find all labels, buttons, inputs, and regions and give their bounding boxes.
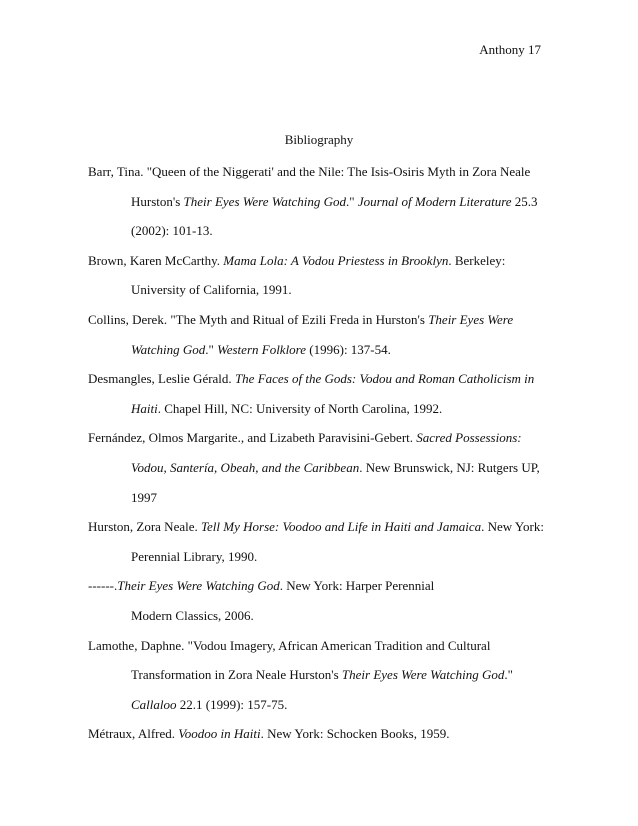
entry-text: . New Brunswick, NJ: Rutgers UP, — [359, 459, 540, 475]
entry-line — [88, 423, 558, 453]
entry-text: . New York: — [481, 519, 544, 535]
entry-text: (2002): 101-13. — [131, 223, 213, 239]
bibliography-entry — [88, 719, 558, 749]
entry-line — [88, 364, 558, 394]
bibliography-entry — [88, 364, 558, 423]
entry-text: Collins, Derek. "The Myth and Ritual of Ezili Freda in Hurston's — [88, 311, 429, 327]
entry-title-italic: Mama Lola: A Vodou Priestess in Brooklyn — [223, 252, 449, 268]
entry-text: Hurston, Zora Neale. — [88, 519, 201, 535]
entry-text: . New York: Schocken Books, 1959. — [260, 726, 450, 742]
entry-text: . Chapel Hill, NC: University of North Carolina, 1992. — [157, 400, 443, 416]
bibliography-entry — [88, 246, 558, 305]
entry-line — [88, 483, 558, 513]
entry-line — [88, 187, 558, 217]
entry-title-italic: Western Folklore — [217, 341, 307, 357]
entry-line — [88, 631, 558, 661]
entry-text: Perennial Library, 1990. — [131, 548, 258, 564]
entry-title-italic: Callaloo — [131, 696, 177, 712]
entry-line — [88, 157, 558, 187]
bibliography-entry — [88, 512, 558, 571]
entry-line — [88, 660, 558, 690]
entry-title-italic: Voodoo in Haiti — [178, 726, 261, 742]
entry-title-italic: Sacred Possessions: — [416, 430, 522, 446]
bibliography-entry — [88, 157, 558, 246]
bibliography-entry — [88, 631, 558, 720]
entry-text: ." — [205, 341, 218, 357]
entry-line — [88, 601, 558, 631]
entry-line — [88, 690, 558, 720]
running-head: Anthony 17 — [479, 42, 541, 57]
entry-line — [88, 246, 558, 276]
entry-title-italic: Journal of Modern Literature — [357, 193, 512, 209]
entry-title-italic: Their Eyes Were Watching God — [117, 578, 280, 594]
entry-text: Hurston's — [131, 193, 184, 209]
bibliography-title: Bibliography — [284, 132, 354, 147]
entry-title-italic: Their Eyes Were Watching God — [341, 667, 505, 683]
bibliography-entry — [88, 423, 558, 512]
entry-line — [88, 571, 558, 601]
entry-title-italic: Watching God — [131, 341, 206, 357]
entry-line — [88, 305, 558, 335]
entry-title-italic: Haiti — [131, 400, 158, 416]
entry-line — [88, 394, 558, 424]
entry-text: Brown, Karen McCarthy. — [88, 252, 224, 268]
entry-line — [88, 275, 558, 305]
entry-text: ." — [346, 193, 358, 209]
bibliography-entry — [88, 305, 558, 364]
entry-text: ." — [504, 667, 513, 683]
entry-title-italic: Tell My Horse: Voodoo and Life in Haiti and Jamaica — [201, 519, 482, 535]
entry-text: Barr, Tina. "Queen of the Niggerati' and the Nile: The Isis-Osiris Myth in Zora Neale — [88, 164, 531, 179]
entry-text: . New York: Harper Perennial — [279, 578, 435, 594]
entry-title-italic: Their Eyes Were — [428, 311, 514, 327]
entry-text: 25.3 — [511, 193, 538, 209]
entry-text: Fernández, Olmos Margarite., and Lizabeth Paravisini-Gebert. — [88, 430, 417, 446]
entry-text: 22.1 (1999): 157-75. — [176, 696, 288, 712]
bibliography-list — [88, 157, 558, 749]
entry-text: 1997 — [131, 489, 157, 505]
entry-text: Lamothe, Daphne. "Vodou Imagery, African American Tradition and Cultural — [88, 637, 491, 653]
entry-text: Modern Classics, 2006. — [131, 607, 254, 623]
entry-text: Transformation in Zora Neale Hurston's — [131, 667, 342, 683]
entry-text: ------. — [88, 578, 118, 594]
entry-title-italic: Their Eyes Were Watching God — [183, 193, 347, 209]
entry-text: Métraux, Alfred. — [88, 726, 179, 742]
entry-text: University of California, 1991. — [131, 282, 292, 298]
entry-line — [88, 453, 558, 483]
entry-line — [88, 542, 558, 572]
entry-line — [88, 719, 558, 749]
entry-line — [88, 216, 558, 246]
bibliography-entry — [88, 571, 558, 630]
entry-text: (1996): 137-54. — [306, 341, 391, 357]
entry-text: Desmangles, Leslie Gérald. — [88, 371, 235, 387]
entry-title-italic: Vodou, Santería, Obeah, and the Caribbean — [131, 459, 360, 475]
entry-text: . Berkeley: — [448, 252, 506, 268]
entry-line — [88, 335, 558, 365]
entry-line — [88, 512, 558, 542]
entry-title-italic: The Faces of the Gods: Vodou and Roman Catholicism in — [234, 371, 535, 387]
